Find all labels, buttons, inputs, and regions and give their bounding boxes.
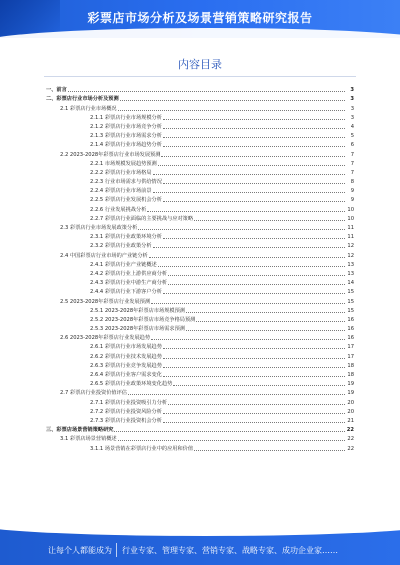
toc-entry[interactable] xyxy=(46,84,354,93)
toc-entry-label: 2.3.1 彩票店行业政策环境分析 xyxy=(90,234,162,241)
toc-entry[interactable] xyxy=(46,305,354,314)
header-swoosh xyxy=(0,28,400,38)
toc-leader-dots xyxy=(151,339,345,340)
toc-entry[interactable] xyxy=(46,314,354,323)
toc-entry-label: 2.2.7 彩票店行业面临的主要挑战与应对策略 xyxy=(90,215,194,222)
toc-leader-dots xyxy=(114,431,345,432)
toc-leader-dots xyxy=(128,394,345,395)
toc-entry-label: 2.2.4 彩票店行业市场前景 xyxy=(90,188,152,195)
toc-entry[interactable] xyxy=(46,433,354,442)
toc-entry-page: 18 xyxy=(347,362,354,369)
toc-entry-label: 2.7 彩票店行业投资价值评估 xyxy=(60,390,127,397)
toc-leader-dots xyxy=(138,229,345,230)
footer-slogan-left: 让每个人都能成为 xyxy=(48,546,112,555)
toc-entry[interactable] xyxy=(46,148,354,157)
toc-entry[interactable] xyxy=(46,102,354,111)
footer-curve xyxy=(0,528,400,536)
toc-entry-label: 2.4.4 彩票店行业下游客户分析 xyxy=(90,289,162,296)
toc-entry[interactable] xyxy=(46,121,354,130)
toc-entry-page: 8 xyxy=(350,179,354,186)
toc-entry-page: 19 xyxy=(347,390,354,397)
toc-leader-dots xyxy=(163,146,345,147)
toc-leader-dots xyxy=(163,422,345,423)
toc-title-divider xyxy=(44,76,356,77)
toc-entry-page: 15 xyxy=(347,289,354,296)
toc-entry[interactable] xyxy=(46,231,354,240)
toc-entry[interactable] xyxy=(46,332,354,341)
toc-entry-page: 22 xyxy=(347,436,354,443)
toc-entry-page: 7 xyxy=(350,160,354,167)
toc-entry-label: 2.4.1 彩票店行业产业链概述 xyxy=(90,261,157,268)
toc-leader-dots xyxy=(186,312,345,313)
toc-leader-dots xyxy=(153,174,345,175)
footer-slogan-right: 行业专家、管理专家、营销专家、战略专家、成功企业家…… xyxy=(122,546,338,555)
toc-entry-page: 15 xyxy=(347,298,354,305)
toc-entry-label: 2.3.2 彩票店行业政策分析 xyxy=(90,243,152,250)
toc-entry-label: 2.2.2 彩票店行业市场格局 xyxy=(90,169,152,176)
toc-leader-dots xyxy=(163,183,345,184)
toc-leader-dots xyxy=(163,413,345,414)
toc-entry[interactable] xyxy=(46,369,354,378)
toc-leader-dots xyxy=(163,358,345,359)
toc-entry[interactable] xyxy=(46,442,354,451)
toc-entry-page: 22 xyxy=(346,427,354,434)
toc-entry[interactable] xyxy=(46,378,354,387)
toc-entry-label: 2.2.1 市场规模发展趋势预测 xyxy=(90,160,157,167)
toc-entry-label: 2.2.6 行业发展挑战分析 xyxy=(90,206,147,213)
toc-entry-page: 4 xyxy=(350,123,354,130)
toc-entry[interactable] xyxy=(46,268,354,277)
toc-entry-label: 2.5.2 2023-2028年彩票店市场竞争格局预测 xyxy=(90,316,196,323)
toc-entry[interactable] xyxy=(46,176,354,185)
page-footer xyxy=(0,528,400,565)
toc-leader-dots xyxy=(163,238,345,239)
toc-leader-dots xyxy=(118,440,345,441)
toc-entry[interactable] xyxy=(46,203,354,212)
page-header xyxy=(0,0,400,38)
toc-entry-label: 2.2 2023-2028年彩票店行业市场发展预测 xyxy=(60,151,161,158)
toc-entry[interactable] xyxy=(46,360,354,369)
toc-entry-label: 2.5.1 2023-2028年彩票店市场规模预测 xyxy=(90,307,185,314)
toc-entry-label: 2.6 2023-2028年彩票店行业发展趋势 xyxy=(60,335,151,342)
toc-entry-label: 2.6.2 彩票店行业技术发展趋势 xyxy=(90,353,162,360)
toc-entry-label: 2.2.5 彩票店行业发展机会分析 xyxy=(90,197,162,204)
toc-entry[interactable] xyxy=(46,387,354,396)
toc-leader-dots xyxy=(196,321,345,322)
toc-entry-label: 3.1.1 场景营销在彩票店行业中的应用和价值 xyxy=(90,445,194,452)
toc-leader-dots xyxy=(68,91,345,92)
toc-entry[interactable] xyxy=(46,240,354,249)
toc-leader-dots xyxy=(163,293,345,294)
toc-entry[interactable] xyxy=(46,277,354,286)
toc-entry[interactable] xyxy=(46,112,354,121)
toc-entry-label: 2.6.4 彩票店行业客户需求变化 xyxy=(90,372,162,378)
toc-entry-page: 16 xyxy=(347,316,354,323)
report-title: 彩票店市场分析及场景营销策略研究报告 xyxy=(87,11,313,25)
toc-entry[interactable] xyxy=(46,415,354,424)
toc-entry-page: 11 xyxy=(347,234,354,241)
toc-entry-label: 2.7.1 彩票店行业投资吸引力分析 xyxy=(90,399,168,406)
toc-leader-dots xyxy=(168,275,345,276)
toc-entry-page: 7 xyxy=(350,151,354,158)
toc-entry[interactable] xyxy=(46,167,354,176)
toc-entry-page: 16 xyxy=(347,326,354,333)
toc-leader-dots xyxy=(147,211,345,212)
toc-entry-label: 二、彩票店行业市场分析及预测 xyxy=(46,96,119,103)
toc-entry-label: 2.3 彩票店行业市场发展政策分析 xyxy=(60,225,138,231)
toc-leader-dots xyxy=(158,266,345,267)
toc-leader-dots xyxy=(161,156,345,157)
toc-entry-label: 一、前言 xyxy=(46,87,67,94)
toc-entry-page: 17 xyxy=(347,353,354,360)
toc-entry-page: 10 xyxy=(347,206,354,213)
toc-entry-page: 7 xyxy=(350,169,354,176)
toc-entry[interactable] xyxy=(46,194,354,203)
toc-entry-label: 2.7.3 彩票店行业投资机会分析 xyxy=(90,417,162,424)
toc-entry[interactable] xyxy=(46,286,354,295)
toc-entry-page: 20 xyxy=(347,399,354,406)
toc-entry-page: 20 xyxy=(347,408,354,415)
toc-entry[interactable] xyxy=(46,139,354,148)
toc-entry[interactable] xyxy=(46,341,354,350)
toc-entry[interactable] xyxy=(46,213,354,222)
toc-entry-page: 15 xyxy=(347,307,354,314)
toc-entry[interactable] xyxy=(46,406,354,415)
toc-entry-label: 2.7.2 彩票店行业投资风险分析 xyxy=(90,408,162,415)
toc-entry-label: 2.1 彩票店行业市场概况 xyxy=(60,105,117,112)
toc-leader-dots xyxy=(153,247,345,248)
toc-entry-page: 6 xyxy=(350,142,354,149)
toc-entry-page: 9 xyxy=(350,197,354,204)
toc-entry-label: 2.6.1 彩票店行业市场发展趋势 xyxy=(90,344,162,351)
toc-entry[interactable] xyxy=(46,222,354,231)
toc-leader-dots xyxy=(153,192,345,193)
toc-entry[interactable] xyxy=(46,93,354,102)
toc-entry-label: 2.5 2023-2028年彩票店行业发展预测 xyxy=(60,298,151,305)
toc-entry[interactable] xyxy=(46,259,354,268)
toc-entry-page: 22 xyxy=(347,445,354,452)
toc-leader-dots xyxy=(168,404,345,405)
toc-leader-dots xyxy=(186,330,345,331)
toc-entry-page: 5 xyxy=(350,133,354,140)
toc-leader-dots xyxy=(163,119,345,120)
toc-title: 内容目录 xyxy=(178,58,222,71)
toc-entry-page: 3 xyxy=(350,96,354,103)
toc-leader-dots xyxy=(194,450,345,451)
toc-leader-dots xyxy=(163,201,345,202)
toc-leader-dots xyxy=(149,257,345,258)
toc-entry-page: 21 xyxy=(347,417,354,424)
toc-entry-page: 9 xyxy=(350,188,354,195)
toc-leader-dots xyxy=(118,110,345,111)
toc-entry[interactable] xyxy=(46,323,354,332)
toc-leader-dots xyxy=(168,284,345,285)
toc-entry[interactable] xyxy=(46,396,354,405)
toc-entry-page: 19 xyxy=(347,381,354,388)
toc-entry-label: 三、彩票店场景营销策略研究 xyxy=(46,427,114,434)
toc-entry[interactable] xyxy=(46,295,354,304)
toc-leader-dots xyxy=(194,220,345,221)
toc-entry-page: 16 xyxy=(347,335,354,342)
table-of-contents xyxy=(46,84,354,452)
toc-entry[interactable] xyxy=(46,130,354,139)
footer-divider xyxy=(116,543,117,557)
toc-entry-label: 2.5.3 2023-2028年彩票店市场需求预测 xyxy=(90,326,185,333)
toc-leader-dots xyxy=(173,385,345,386)
toc-entry-page: 13 xyxy=(347,261,354,268)
toc-entry[interactable] xyxy=(46,350,354,359)
toc-entry-label: 2.1.2 彩票店行业市场竞争分析 xyxy=(90,123,162,130)
toc-entry-page: 3 xyxy=(350,114,354,121)
toc-entry-label: 2.4.3 彩票店行业中游生产商分析 xyxy=(90,280,168,287)
toc-leader-dots xyxy=(163,376,345,377)
toc-entry-page: 14 xyxy=(347,280,354,287)
toc-entry-label: 3.1 彩票店场景营销概述 xyxy=(60,436,117,443)
toc-entry-label: 2.4.2 彩票店行业上游供应商分析 xyxy=(90,270,168,277)
toc-entry-page: 3 xyxy=(350,87,354,94)
toc-entry[interactable] xyxy=(46,158,354,167)
toc-leader-dots xyxy=(163,348,345,349)
toc-entry-page: 3 xyxy=(350,105,354,112)
toc-entry-label: 2.6.3 彩票店行业竞争发展趋势 xyxy=(90,362,162,369)
toc-entry-page: 13 xyxy=(347,270,354,277)
toc-entry-page: 10 xyxy=(347,215,354,222)
toc-entry-page: 18 xyxy=(347,372,354,378)
toc-entry-page: 12 xyxy=(347,252,354,259)
toc-entry-label: 2.1.4 彩票店行业市场趋势分析 xyxy=(90,142,162,149)
toc-entry-label: 2.2.3 行业市场需求与供给情况 xyxy=(90,179,162,186)
toc-entry[interactable] xyxy=(46,185,354,194)
toc-leader-dots xyxy=(163,367,345,368)
toc-entry[interactable] xyxy=(46,249,354,258)
toc-leader-dots xyxy=(163,128,345,129)
toc-entry-label: 2.4 中国彩票店行业市场的产业链分析 xyxy=(60,252,148,259)
toc-entry-label: 2.6.5 彩票店行业政策环境变化趋势 xyxy=(90,381,173,388)
toc-entry-page: 17 xyxy=(347,344,354,351)
toc-entry-page: 12 xyxy=(347,243,354,250)
toc-leader-dots xyxy=(151,303,345,304)
toc-entry-label: 2.1.1 彩票店行业市场规模分析 xyxy=(90,114,162,121)
toc-entry-page: 11 xyxy=(347,225,354,231)
toc-entry-label: 2.1.3 彩票店行业市场需求分析 xyxy=(90,133,162,140)
toc-leader-dots xyxy=(158,165,345,166)
toc-leader-dots xyxy=(163,137,345,138)
toc-leader-dots xyxy=(120,100,345,101)
toc-entry[interactable] xyxy=(46,424,354,433)
